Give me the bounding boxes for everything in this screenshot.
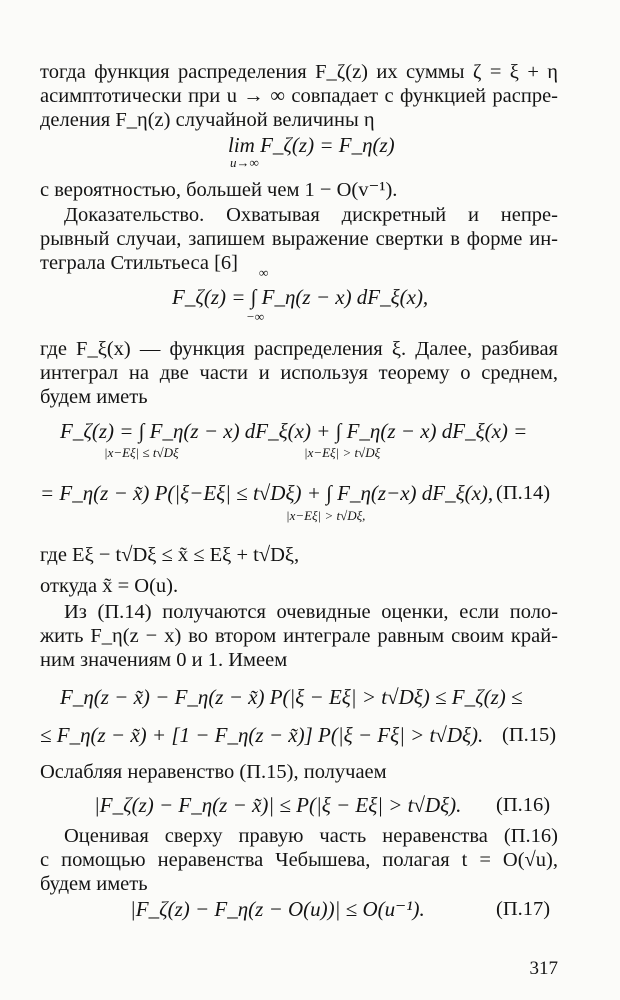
equation-label: (П.17) bbox=[496, 898, 551, 920]
text-line: будем иметь bbox=[40, 873, 148, 895]
integral-subscript: |x−Eξ| > t√Dξ, bbox=[286, 508, 366, 523]
text-line: теграла Стильтьеса [6] bbox=[40, 252, 238, 274]
text-line: жить F_η(z − x) во втором интеграле равным своим край- bbox=[40, 625, 558, 647]
text-line: где Eξ − t√Dξ ≤ x̃ ≤ Eξ + t√Dξ, bbox=[40, 544, 300, 566]
integral-lower-limit: −∞ bbox=[246, 309, 265, 324]
text-line: интеграл на две части и используя теорему о среднем, bbox=[40, 362, 558, 384]
text-line: с помощью неравенства Чебышева, полагая t = O(√u), bbox=[40, 849, 558, 871]
integral-subscript: |x−Eξ| ≤ t√Dξ bbox=[104, 445, 179, 460]
equation-limit-subscript: u→∞ bbox=[230, 155, 259, 170]
text-line: Ослабляя неравенство (П.15), получаем bbox=[40, 761, 387, 783]
text-line: деления F_η(z) случайной величины η bbox=[40, 109, 375, 131]
text-line: Оценивая сверху правую часть неравенства (П.16) bbox=[64, 825, 558, 847]
equation-p14: = F_η(z − x̃) P(|ξ−Eξ| ≤ t√Dξ) + ∫ F_η(z−x) dF_ξ(x), bbox=[40, 481, 494, 505]
equation-p17: |F_ζ(z) − F_η(z − O(u))| ≤ O(u⁻¹). bbox=[130, 897, 425, 921]
text-line: с вероятностью, большей чем 1 − O(v⁻¹). bbox=[40, 179, 398, 201]
text-line: рывный случаи, запишем выражение свертки в форме ин- bbox=[40, 228, 558, 250]
page-number: 317 bbox=[529, 958, 558, 979]
equation-convolution: F_ζ(z) = ∫ F_η(z − x) dF_ξ(x), bbox=[172, 285, 429, 309]
text-line: Доказательство. Охватывая дискретный и непре- bbox=[64, 204, 558, 226]
text-line: где F_ξ(x) — функция распределения ξ. Далее, разбивая bbox=[40, 338, 558, 360]
equation-label: (П.15) bbox=[502, 724, 557, 746]
text-line: тогда функция распределения F_ζ(z) их суммы ζ = ξ + η bbox=[40, 61, 558, 83]
integral-subscript: |x−Eξ| > t√Dξ bbox=[304, 445, 381, 460]
equation-limit: lim F_ζ(z) = F_η(z) bbox=[228, 133, 395, 157]
equation-p16: |F_ζ(z) − F_η(z − x̃)| ≤ P(|ξ − Eξ| > t√Dξ). bbox=[94, 793, 462, 817]
equation-split: F_ζ(z) = ∫ F_η(z − x) dF_ξ(x) + ∫ F_η(z − x) dF_ξ(x) = bbox=[60, 419, 528, 443]
text-line: ним значениям 0 и 1. Имеем bbox=[40, 649, 288, 671]
text-line: будем иметь bbox=[40, 386, 148, 408]
integral-upper-limit: ∞ bbox=[259, 265, 269, 280]
text-line: Из (П.14) получаются очевидные оценки, если поло- bbox=[64, 601, 558, 623]
equation-p15-line2: ≤ F_η(z − x̃) + [1 − F_η(z − x̃)] P(|ξ − Fξ| > t√Dξ). bbox=[40, 723, 484, 747]
equation-label: (П.14) bbox=[496, 482, 551, 504]
text-line: откуда x̃ = O(u). bbox=[40, 575, 179, 597]
equation-p15-line1: F_η(z − x̃) − F_η(z − x̃) P(|ξ − Eξ| > t√Dξ) ≤ F_ζ(z) ≤ bbox=[60, 685, 523, 709]
equation-label: (П.16) bbox=[496, 794, 551, 816]
text-line: асимптотически при u → ∞ совпадает с функцией распре- bbox=[40, 85, 558, 107]
